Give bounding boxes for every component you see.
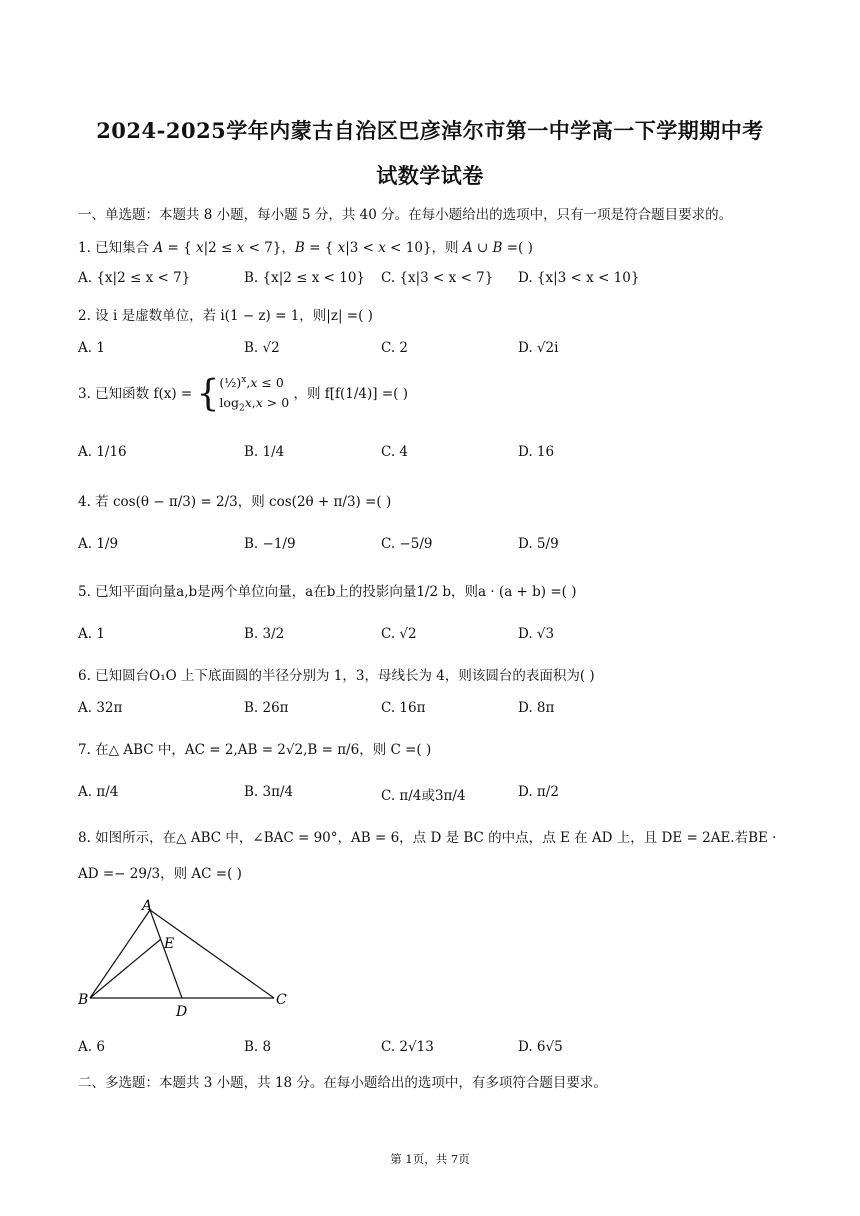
section-single-choice-header: 一、单选题：本题共 8 小题，每小题 5 分，共 40 分。在每小题给出的选项中，只有一项是符合题目要求的。 xyxy=(78,207,733,223)
segment-be xyxy=(90,939,161,998)
q7-option-c: C. π/4或3π/4 xyxy=(381,788,466,804)
q5-option-a: A. 1 xyxy=(78,626,105,642)
page-title-line1: 2024-2025学年内蒙古自治区巴彦淖尔市第一中学高一下学期期中考 xyxy=(96,118,764,143)
label-d: D xyxy=(176,1004,188,1020)
label-c: C xyxy=(276,992,287,1008)
q2-option-a: A. 1 xyxy=(78,340,105,356)
segment-ab xyxy=(90,910,150,998)
q8-option-b: B. 8 xyxy=(244,1039,272,1055)
page-footer: 第 1页，共 7页 xyxy=(390,1152,470,1166)
q3-tail: ，则 f[f(1/4)] =( ) xyxy=(293,385,408,402)
question-8-line2: AD =− 29/3，则 AC =( ) xyxy=(78,866,242,882)
q3-stem: 3. 已知函数 f(x) = xyxy=(78,385,193,402)
q6-option-a: A. 32π xyxy=(78,700,123,716)
section-multi-choice-header: 二、多选题：本题共 3 小题，共 18 分。在每小题给出的选项中，有多项符合题目要求。 xyxy=(78,1075,607,1091)
q8-option-d: D. 6√5 xyxy=(518,1039,563,1055)
q5-option-c: C. √2 xyxy=(381,626,417,642)
triangle-figure xyxy=(78,898,298,1020)
q8-option-c: C. 2√13 xyxy=(381,1039,434,1055)
q2-option-b: B. √2 xyxy=(244,340,280,356)
q2-option-d: D. √2i xyxy=(518,340,559,356)
q3-option-a: A. 1/16 xyxy=(78,444,127,460)
q3-option-b: B. 1/4 xyxy=(244,444,285,460)
q1-option-b: B. {x|2 ≤ x < 10} xyxy=(244,270,366,286)
q1-option-c: C. {x|3 < x < 7} xyxy=(381,270,494,286)
q5-option-b: B. 3/2 xyxy=(244,626,285,642)
question-6: 6. 已知圆台O₁O 上下底面圆的半径分别为 1，3，母线长为 4，则该圆台的表面积为( ) xyxy=(78,668,595,684)
q6-option-b: B. 26π xyxy=(244,700,289,716)
q4-option-c: C. −5/9 xyxy=(381,536,433,552)
question-3: 3. 已知函数 f(x) = {(½)$^x$,x ≤ 0 $\log_2x,x > 0$ ，则 f[f(1/4)] =( ) xyxy=(78,373,408,415)
question-5: 5. 已知平面向量a,b是两个单位向量，a在b上的投影向量1/2 b，则a · (a + b) =( ) xyxy=(78,584,577,600)
q2-option-c: C. 2 xyxy=(381,340,409,356)
segment-ad xyxy=(150,910,182,998)
q7-option-d: D. π/2 xyxy=(518,784,559,800)
label-b: B xyxy=(78,992,89,1008)
q1-option-d: D. {x|3 < x < 10} xyxy=(518,270,640,286)
question-7: 7. 在△ ABC 中，AC = 2,AB = 2√2,B = π/6，则 C =( ) xyxy=(78,742,432,758)
page-title-line2: 试数学试卷 xyxy=(376,163,484,188)
question-1: 1. 已知集合 A = { x|2 ≤ x < 7}，B = { x|3 < x < 10}，则 A ∪ B =( ) xyxy=(78,240,533,256)
label-e: E xyxy=(164,936,175,952)
q6-option-d: D. 8π xyxy=(518,700,555,716)
q3-option-c: C. 4 xyxy=(381,444,409,460)
q1-option-a: A. {x|2 ≤ x < 7} xyxy=(78,270,191,286)
question-4: 4. 若 cos(θ − π/3) = 2/3，则 cos(2θ + π/3) =( ) xyxy=(78,494,392,510)
q6-option-c: C. 16π xyxy=(381,700,426,716)
q4-option-b: B. −1/9 xyxy=(244,536,296,552)
q7-option-a: A. π/4 xyxy=(78,784,119,800)
q8-option-a: A. 6 xyxy=(78,1039,105,1055)
q4-option-d: D. 5/9 xyxy=(518,536,559,552)
question-8-line1: 8. 如图所示，在△ ABC 中，∠BAC = 90°，AB = 6，点 D 是 BC 的中点，点 E 在 AD 上，且 DE = 2AE.若BE · xyxy=(78,830,777,846)
q4-option-a: A. 1/9 xyxy=(78,536,119,552)
q7-option-b: B. 3π/4 xyxy=(244,784,294,800)
q5-option-d: D. √3 xyxy=(518,626,555,642)
question-2: 2. 设 i 是虚数单位，若 i(1 − z) = 1，则|z| =( ) xyxy=(78,308,373,324)
segment-ac xyxy=(150,910,274,998)
q3-option-d: D. 16 xyxy=(518,444,555,460)
label-a: A xyxy=(142,898,153,914)
